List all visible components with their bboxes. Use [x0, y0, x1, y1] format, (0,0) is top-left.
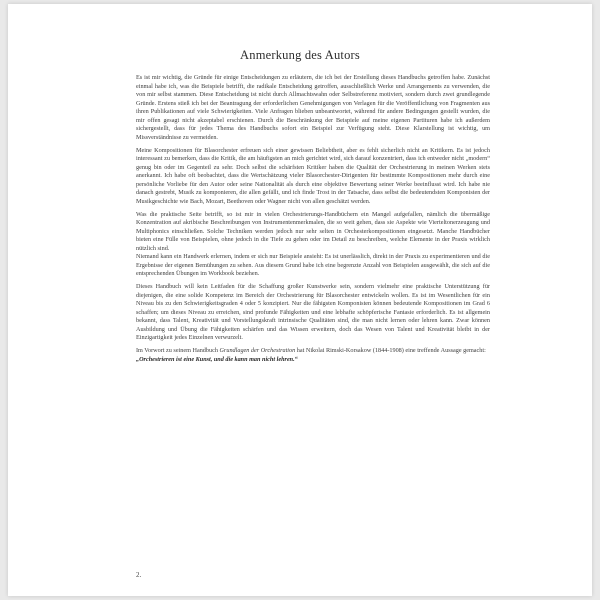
- paragraph-6-after: hat Nikolai Rimski-Korsakow (1844-1908) eine treffende Aussage gemacht:: [295, 347, 486, 354]
- paragraph-6: [136, 347, 490, 356]
- book-title: Grundlagen der Orchestration: [219, 347, 296, 354]
- paragraph-6-before: Im Vorwort zu seinem Handbuch: [136, 347, 220, 354]
- paragraph-2: Meine Kompositionen für Blasorchester erfreuen sich einer gewissen Beliebtheit, aber es fehlt sicherlich nicht an Kritikern. Es ist jedoch interessant zu bemerken, dass die Kritik, die am häufigsten an mich gerichtet wird, sich darauf konzentriert, dass ich entweder nicht „modern“ genug bin oder im Gegenteil zu sehr. Doch selbst die schärfsten Kritiker haben die Qualität der Orchestrierung in meinen Werken stets anerkannt. Ich habe oft beobachtet, dass die Wertschätzung vieler Blasorchester-Dirigenten für bestimmte Kompositionen mehr durch eine persönliche Vorliebe für den Autor oder seine Nationalität als durch eine objektive Bewertung seiner Werke beeinflusst wird. Ich habe nie danach gestrebt, Musik zu komponieren, die allen gefällt, und ich finde Trost in der Tatsache, dass selbst die bedeutendsten Komponisten der Musikgeschichte wie Bach, Mozart, Beethoven oder Wagner nicht von allen geschätzt werden.: [136, 146, 490, 205]
- paragraph-3: Was die praktische Seite betrifft, so ist mir in vielen Orchestrierungs-Handbüchern ein Mangel aufgefallen, nämlich die übermäßige Konzentration auf akribische Beschreibungen von Instrumentenmerkmalen, die so weit gehen, dass sie Aspekte wie Vierteltonerzeugung und Multiphonics einschließen. Solche Techniken werden jedoch nur sehr selten in Orchesterkompositionen eingesetzt. Manche Handbücher bieten eine Fülle von Beispielen, ohne jedoch in die Tiefe zu gehen oder im Detail zu beschreiben, welche Elemente in der Praxis wirklich nützlich sind.: [136, 210, 490, 252]
- paragraph-1: Es ist mir wichtig, die Gründe für einige Entscheidungen zu erläutern, die ich bei der Erstellung dieses Handbuchs getroffen habe. Zunächst einmal habe ich, was die Beispiele betrifft, die radikale Entscheidung getroffen, ausschließlich Werke und Arrangements zu verwenden, die von mir selbst stammen. Diese Entscheidung ist nicht durch Allmachtswahn oder Selbstreferenz motiviert, sondern durch zwei grundlegende Gründe. Erstens stieß ich bei der Beantragung der erforderlichen Genehmigungen von Verlagen für die Veröffentlichung von Fragmenten aus ihren Publikationen auf viele Schwierigkeiten. Viele Anfragen blieben unbeantwortet, während für andere Bedingungen gestellt wurden, die mir offen gesagt nicht akzeptabel erschienen. Durch die Beschränkung der Beispiele auf meine eigenen Partituren habe ich außerdem sichergestellt, dass für jedes Thema des Handbuchs sofort ein Beispiel zur Verfügung steht. Diese Klarstellung ist wichtig, um Missverständnisse zu vermeiden.: [136, 74, 490, 141]
- document-page: [8, 4, 592, 596]
- page-title: Anmerkung des Autors: [240, 48, 360, 62]
- quote: „Orchestrieren ist eine Kunst, und die kann man nicht lehren.“: [136, 355, 298, 363]
- paragraph-5: Dieses Handbuch will kein Leitfaden für die Schaffung großer Kunstwerke sein, sondern vielmehr eine praktische Unterstützung für diejenigen, die eine solide Kompetenz im Bereich der Orchestrierung für Blasorchester entwickeln wollen. Es ist im Wesentlichen für ein Niveau bis zu den Schwierigkeitsgraden 4 oder 5 konzipiert. Nur die fähigsten Komponisten können bedeutende Kompositionen im Grad 6 schaffen; um dieses Niveau zu erreichen, sind profunde Fähigkeiten und eine lebhafte schöpferische Fantasie erforderlich. Es ist allgemein bekannt, dass Talent, Kreativität und Vorstellungskraft intrinsische Qualitäten sind, die man nicht lernen oder lehren kann. Zwar können Ausbildung und Übung die Fähigkeiten schärfen und das Wissen erweitern, doch das Wesen von Talent und Kreativität bleibt in der Einzigartigkeit jedes Einzelnen verwurzelt.: [136, 283, 490, 341]
- paragraph-4: Niemand kann ein Handwerk erlernen, indem er sich nur Beispiele ansieht: Es ist unerlässlich, direkt in der Praxis zu experimentieren und die Ergebnisse der eigenen Bemühungen zu sehen. Aus diesem Grund habe ich eine begrenzte Anzahl von Beispielen ausgewählt, die sich auf die entsprechenden Übungen im Workbook beziehen.: [136, 253, 490, 277]
- page-number: 2.: [136, 571, 142, 579]
- body-text: [136, 74, 490, 369]
